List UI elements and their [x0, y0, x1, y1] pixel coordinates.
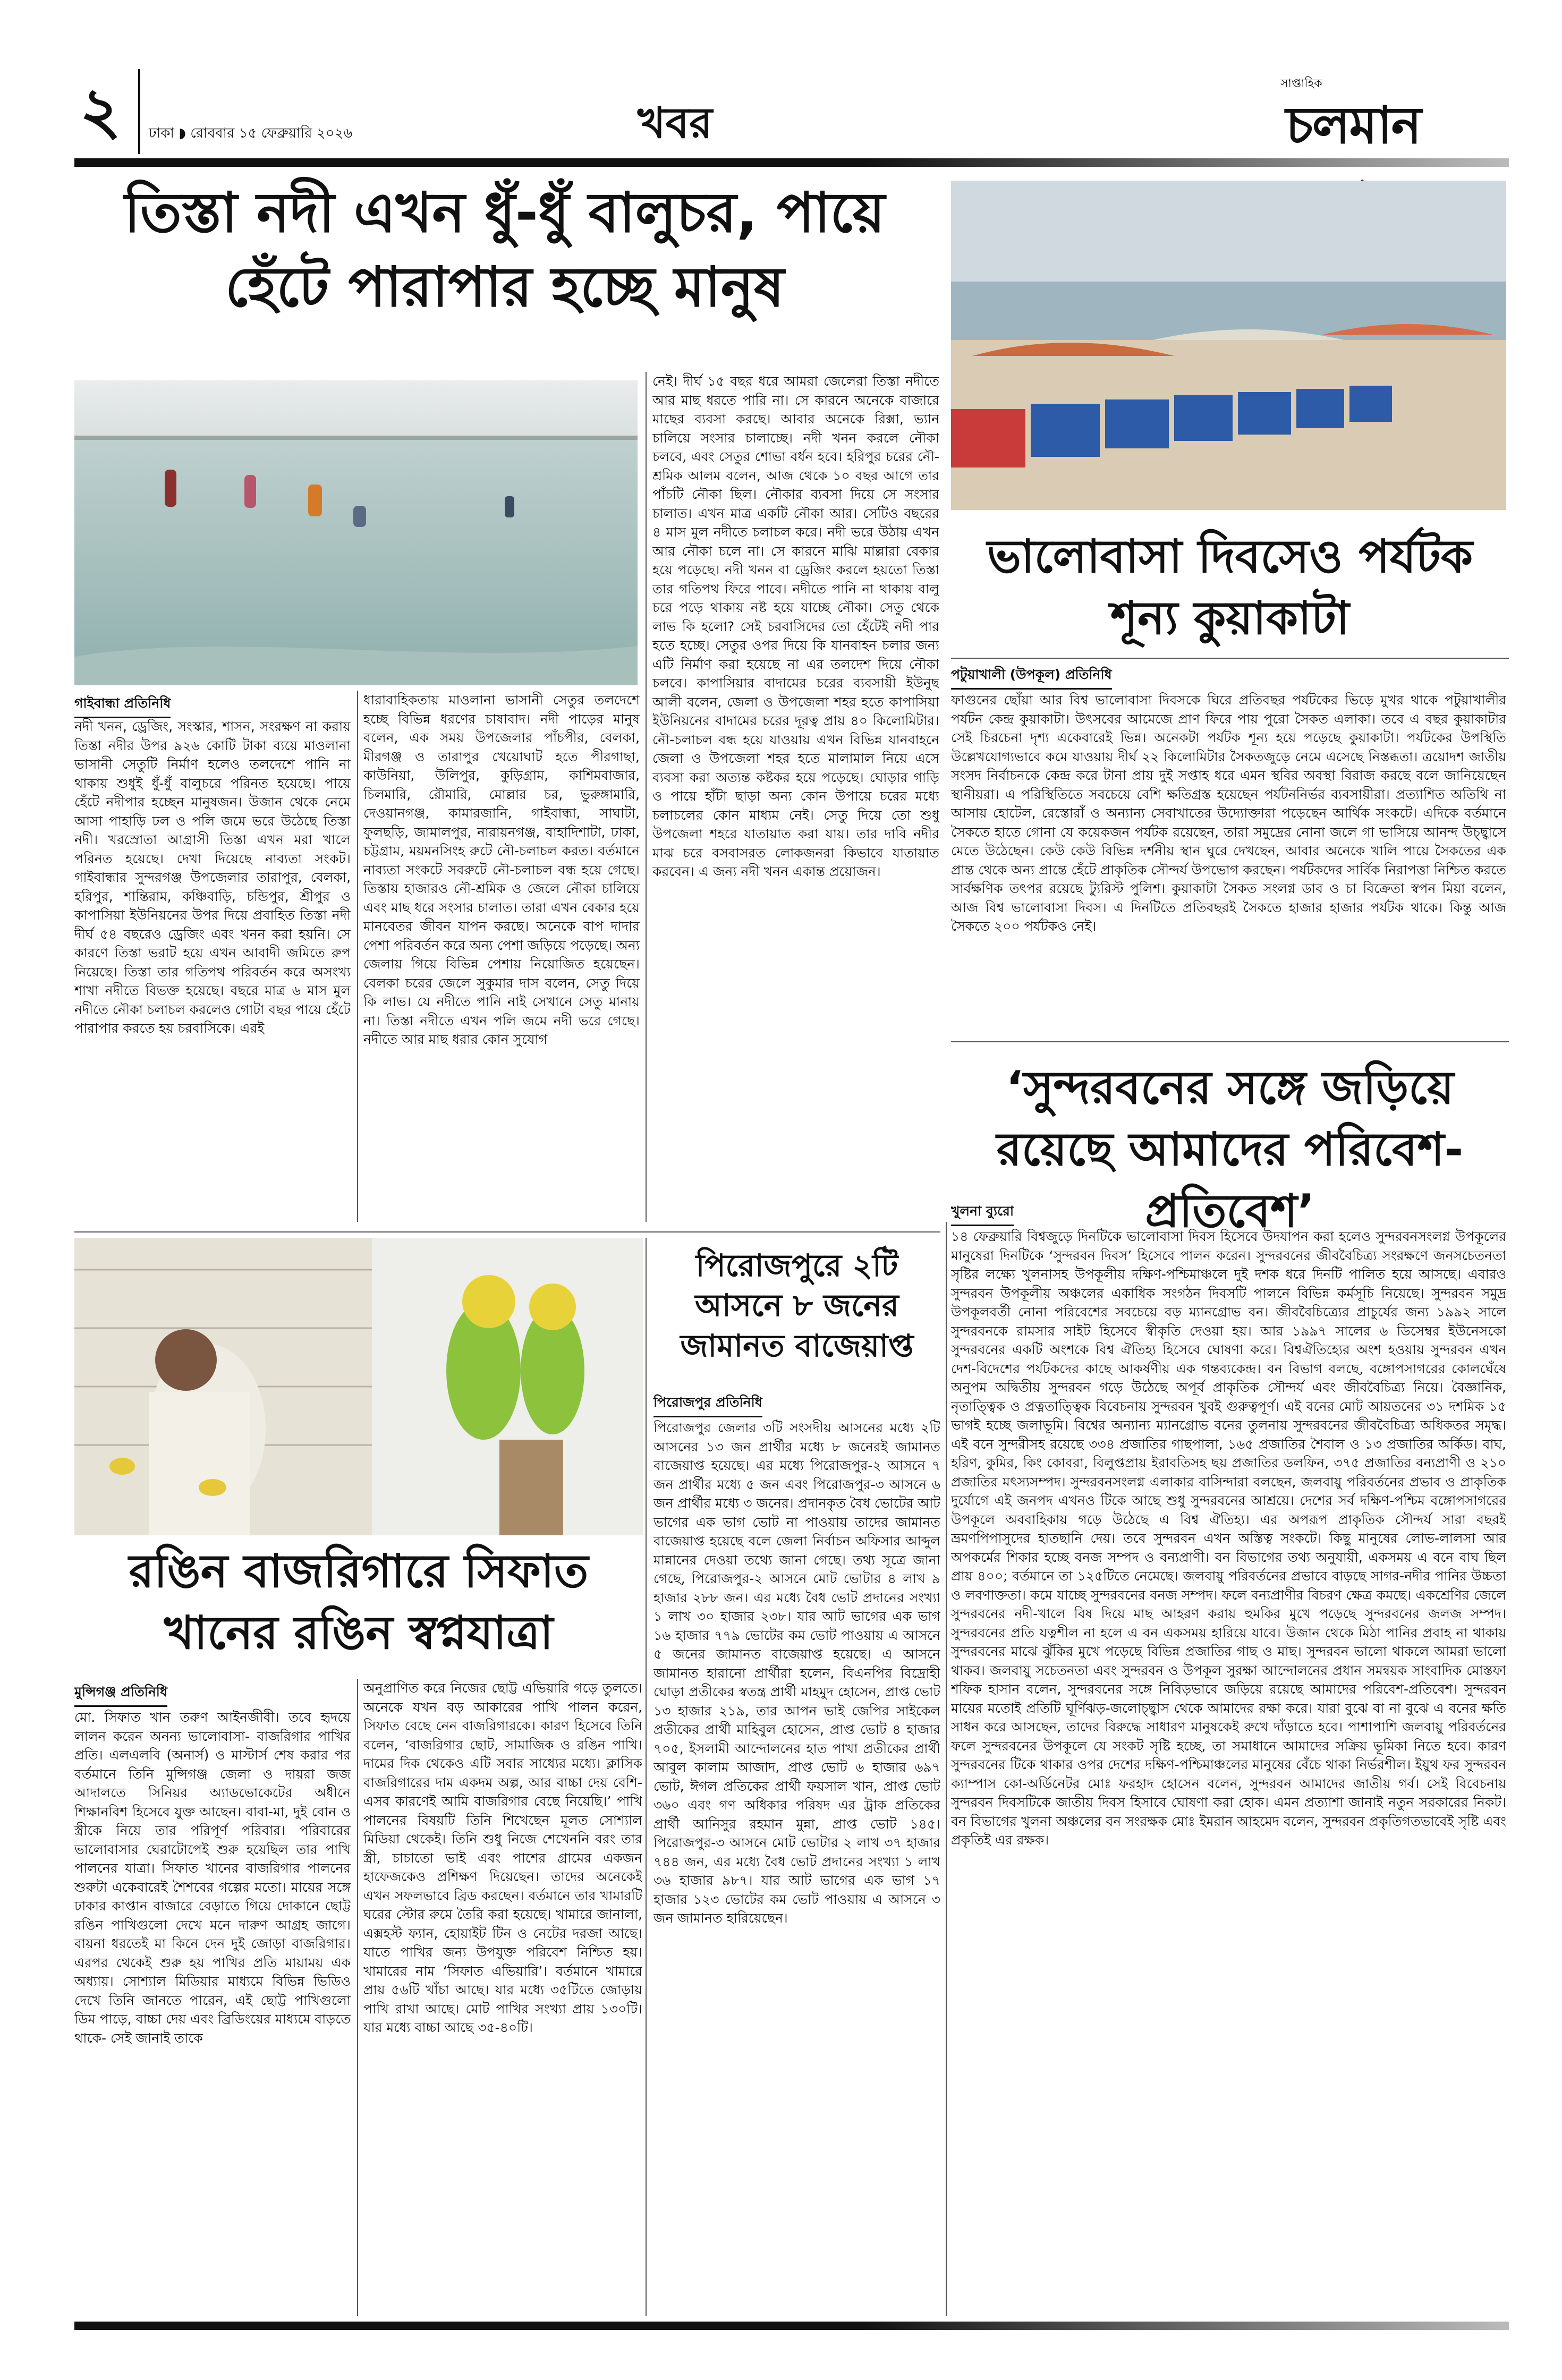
column-divider — [946, 1222, 947, 2316]
section-divider — [74, 1231, 940, 1232]
byline-text: পটুয়াখালী (উপকূল) প্রতিনিধি — [951, 664, 1112, 690]
top-rule — [74, 158, 1509, 167]
section-divider — [951, 1041, 1509, 1042]
pirojpur-text: পিরোজপুর জেলার ৩টি সংসদীয় আসনের মধ্যে ২টি আসনের ১৩ জন প্রার্থীর মধ্যে ৮ জনেরই জামানত বাজেয়াপ্ত হয়েছে। এর মধ্যে পিরোজপুর-২ আসনে ৭ জন প্রার্থীর মধ্যে ৫ জন এবং পিরোজপুর-৩ আসনে ৬ জন প্রার্থীর মধ্যে ৩ জনের। প্রদানকৃত বৈধ ভোটের আট ভাগের এক ভাগ ভোট না পাওয়ায় তাদের জামানত বাজেয়াপ্ত হয়েছে বলে জেলা নির্বাচন অফিসার আব্দুল মান্নানের দেওয়া তথ্যে জানা গেছে। তথ্য সূত্রে জানা গেছে, পিরোজপুর-২ আসনে মোট ভোটার ৪ লাখ ৯ হাজার ২৮৮ জন। এর মধ্যে বৈধ ভোট প্রদানের সংখ্যা ১ লাখ ৩০ হাজার ২৩৮। যার আট ভাগের এক ভাগ ১৬ হাজার ৭৭৯ ভোটের কম ভোট পাওয়ায় এ আসনে ৫ জনের জামানত বাজেয়াপ্ত হয়েছে। এ আসনে জামানত হারানো প্রার্থীরা হলেন, বিএনপির বিদ্রোহী ঘোড়া প্রতীকের স্বতন্ত্র প্রার্থী মাহমুদ হোসেন, প্রাপ্ত ভোট ১৩ হাজার ২১৯, তার আপন ভাই জেপির সাইকেল প্রতীকের প্রার্থী মাহিবুল হোসেন, প্রাপ্ত ভোট ৪ হাজার ৭০৫, ইসলামী আন্দোলনের হাত পাখা প্রতীকের প্রার্থী আবুল কালাম আজাদ, প্রাপ্ত ভোট ৬ হাজার ৬৯৭ ভোট, ঈগল প্রতিকের প্রার্থী ফয়সাল খান, প্রাপ্ত ভোট ৩৬০ এবং গণ অধিকার পরিষদ এর ট্রাক প্রতিকের প্রার্থী আনিসুর রহমান মুন্না, প্রাপ্ত ভোট ১৪৫। পিরোজপুর-৩ আসনে মোট ভোটার ২ লাখ ৩৭ হাজার ৭৪৪ জন, এর মধ্যে বৈধ ভোট প্রদানের সংখ্যা ১ লাখ ৩৬ হাজার ৯৮৭। যার আট ভাগের এক ভাগ ১৭ হাজার ১২৩ ভোটের কম ভোট পাওয়ায় এ আসনে ৩ জন জামানত হারিয়েছেন। — [653, 1420, 940, 1926]
byline-text: মুন্সিগঞ্জ প্রতিনিধি — [74, 1681, 167, 1707]
sundarban-headline: ‘সুন্দরবনের সঙ্গে জড়িয়ে রয়েছে আমাদের পরিবেশ-প্রতিবেশ’ — [996, 1061, 1464, 1238]
sundarban-text: ১৪ ফেব্রুয়ারি বিশ্বজুড়ে দিনটিকে ভালোবাসা দিবস হিসেবে উদযাপন করা হলেও সুন্দরবনসংলগ্ন উপকূলের মানুষেরা দিনটিকে ‘সুন্দরবন দিবস’ হিসেবে পালন করেন। সুন্দরবনের জীববৈচিত্র্য সংরক্ষণে জনসচেতনতা সৃষ্টির লক্ষ্যে খুলনাসহ উপকূলীয় দক্ষিণ-পশ্চিমাঞ্চলে দুই দশক ধরে দিনটি পালিত হয়ে আসছে। এবারও সুন্দরবন উপকূলীয় অঞ্চলের একাধিক সংগঠন দিবসটি পালনে বিভিন্ন কর্মসূচি নিয়েছে। সুন্দরবন সমুদ্র উপকূলবর্তী নোনা পরিবেশের সবচেয়ে বড় ম্যানগ্রোভ বন। জীববৈচিত্র্যের প্রাচুর্যের জন্য ১৯৯২ সালে সুন্দরবনকে রামসার সাইট হিসেবে স্বীকৃতি দেওয়া হয়। আর ১৯৯৭ সালের ৬ ডিসেম্বর ইউনেসকো সুন্দরবনের একটি অংশকে বিশ্ব ঐতিহ্য হিসেবে ঘোষণা করে। বিশ্বঐতিহ্যের অংশ হওয়ায় সুন্দরবন এখন দেশ-বিদেশের পর্যটকদের কাছে আকর্ষণীয় এক গন্তব্যকেন্দ্র। বন বিভাগ বলছে, বঙ্গোপসাগরের কোলঘেঁষে অনুপম অদ্বিতীয় সুন্দরবন গড়ে উঠেছে অপূর্ব প্রাকৃতিক সৌন্দর্য এবং জীববৈচিত্র্য নিয়ে। বৈজ্ঞানিক, নৃতাত্ত্বিক ও প্রত্নতাত্ত্বিক বিবেচনায় সুন্দরবন খুবই গুরুত্বপূর্ণ। এই বনের মোট আয়তনের ৩১ দশমিক ১৫ ভাগই হচ্ছে জলাভূমি। বিশ্বের অন্যান্য ম্যানগ্রোভ বনের তুলনায় সুন্দরবনের জীববৈচিত্র্য অধিকতর সমৃদ্ধ। এই বনে সুন্দরীসহ রয়েছে ৩৩৪ প্রজাতির গাছপালা, ১৬৫ প্রজাতির শৈবাল ও ১৩ প্রজাতির অর্কিড। বাঘ, হরিণ, কুমির, কিং কোবরা, বিলুপ্তপ্রায় ইরাবতিসহ ছয় প্রজাতির ডলফিন, ৩৭৫ প্রজাতির বন্যপ্রাণী ও ২১০ প্রজাতির মৎস্যসম্পদ। সুন্দরবনসংলগ্ন এলাকার বাসিন্দারা বলছেন, জলবায়ু পরিবর্তনের প্রভাব ও প্রাকৃতিক দুর্যোগে এই জনপদ এখনও টিকে আছে শুধু সুন্দরবনের আশ্রয়ে। দেশের সর্ব দক্ষিণ-পশ্চিম বঙ্গোপসাগরের উপকূলে অববাহিকায় গড়ে উঠেছে এ বিশ্ব ঐতিহ্য। এর অপরূপ প্রাকৃতিক সৌন্দর্য সারা বছরই ভ্রমণপিপাসুদের হাতছানি দেয়। তবে সুন্দরবন এখন অস্তিত্ব সংকটে। কিছু মানুষের লোভ-লালসা আর অপকর্মের শিকার হচ্ছে বনজ সম্পদ ও বন্যপ্রাণী। বন বিভাগের তথ্য অনুযায়ী, একসময় এ বনে বাঘ ছিল প্রায় ৪০০; বর্তমানে তা ১২৫টিতে নেমেছে। জলবায়ু পরিবর্তনের প্রভাবে বাড়ছে সাগর-নদীর পানির উচ্চতা ও লবণাক্ততা। কমে যাচ্ছে সুন্দরবনের বনজ সম্পদ। ফলে বন্যপ্রাণীর বিচরণ ক্ষেত্র কমছে। একশ্রেণির জেলে সুন্দরবনের নদী-খালে বিষ দিয়ে মাছ আহরণ করায় হুমকির মুখে পড়েছে সুন্দরবনের জলজ সম্পদ। সুন্দরবনের প্রতি যত্নশীল না হলে এ বন একসময় হারিয়ে যাবে। উজান থেকে মিঠা পানির প্রবাহ না থাকায় সুন্দরবনের মাঝে ঝুঁকির মুখে পড়েছে বিভিন্ন প্রজাতির গাছ ও মাছ। সুন্দরবন ভালো থাকলে আমরা ভালো থাকব। জলবায়ু সচেতনতা এবং সুন্দরবন ও উপকূল সুরক্ষা আন্দোলনের প্রধান সমন্বয়ক সাংবাদিক মোস্তফা শফিক হাসান বলেন, সুন্দরবনের সঙ্গে নিবিড়ভাবে জড়িয়ে রয়েছে আমাদের পরিবেশ-প্রতিবেশ। সুন্দরবন মায়ের মতোই প্রতিটি ঘূর্ণিঝড়-জলোচ্ছ্বাস থেকে আমাদের রক্ষা করে। যারা বুঝে বা না বুঝে এ বনের ক্ষতি সাধন করে আসছেন, তাদের বিরুদ্ধে সাধারণ মানুষকেই রুখে দাঁড়াতে হবে। পাশাপাশি জলবায়ু পরিবর্তনের ফলে সুন্দরবনের উপকূলে যে সংকট সৃষ্টি হচ্ছে, তা সমাধানে আমাদের সক্রিয় ভূমিকা নিতে হবে। কারণ সুন্দরবনের টিকে থাকার ওপর দেশের দক্ষিণ-পশ্চিমাঞ্চলের মানুষের বেঁচে থাকা নির্ভরশীল। ইয়ুথ ফর সুন্দরবন ক্যাম্পাস কো-অর্ডিনেটর মোঃ ফরহাদ হোসেন বলেন, সুন্দরবন আমাদের জাতীয় গর্ব। সেই বিবেচনায় সুন্দরবন দিবসটিকে জাতীয় দিবস হিসাবে ঘোষণা করা হোক। এমন প্রত্যাশা জানাই নতুন সরকারের নিকট। বন বিভাগের খুলনা অঞ্চলের বন সংরক্ষক মোঃ ইমরান আহমেদ বলেন, সুন্দরবন প্রকৃতিগতভাবেই সৃষ্টি এবং প্রকৃতিই এর রক্ষক। — [951, 1229, 1506, 1848]
dateline: ঢাকা ◗ রোববার ১৫ ফেব্রুয়ারি ২০২৬ — [149, 125, 353, 141]
budgie-photo — [74, 1238, 643, 1535]
budgie-text-2: অনুপ্রাণিত করে নিজের ছোট্ট এভিয়ারি গড়ে তুলতে। অনেকে যখন বড় আকারের পাখি পালন করেন, সিফাত বেছে নেন বাজরিগারকে। কারণ হিসেবে তিনি বলেন, ‘বাজরিগার ছোট, সামাজিক ও রঙিন পাখি। দামের দিক থেকেও এটি সবার সাধ্যের মধ্যে। ক্লাসিক বাজরিগারের দাম একদম অল্প, আর বাচ্চা দেয় বেশি- এসব কারণেই আমি বাজরিগার বেছে নিয়েছি।’ পাখি পালনের বিষয়টি তিনি শিখেছেন মূলত সোশ্যাল মিডিয়া থেকেই। তিনি শুধু নিজে শেখেননি বরং তার স্ত্রী, চাচাতো ভাই এবং পাশের গ্রামের একজন হাফেজকেও প্রশিক্ষণ দিয়েছেন। তাদের অনেকেই এখন সফলভাবে ব্রিড করছেন। বর্তমানে তার খামারটি ঘরের স্টোর রুমে তৈরি করা হয়েছে। খামারে জানালা, এক্সহস্ট ফ্যান, হোয়াইট টিন ও নেটের দরজা আছে। যাতে পাখির জন্য উপযুক্ত পরিবেশ নিশ্চিত হয়। খামারের নাম ‘সিফাত এভিয়ারি’। বর্তমানে খামারে প্রায় ৫৬টি খাঁচা আছে। যার মধ্যে ৩৫টিতে জোড়ায় পাখি রাখা আছে। মোট পাখির সংখ্যা প্রায় ১৩০টি। যার মধ্যে বাচ্চা আছে ৩৫-৪০টি। — [363, 1680, 642, 2035]
column-divider — [357, 1679, 358, 2316]
budgie-byline — [74, 1681, 167, 1707]
column-divider — [357, 691, 358, 1222]
page-number: ২ — [80, 74, 122, 148]
sundarban-byline — [951, 1201, 1014, 1226]
teesta-text-3: নেই। দীর্ঘ ১৫ বছর ধরে আমরা জেলেরা তিস্তা নদীতে আর মাছ ধরতে পারি না। সে কারনে অনেকে বাজারে মাছের ব্যবসা করছে। আবার অনেকে রিক্সা, ভ্যান চালিয়ে সংসার চালাচ্ছে। নদী খনন করলে নৌকা চলবে, এবং সেতুর শোভা বর্ধন হবে। হরিপুর চরের নৌ-শ্রমিক আলম বলেন, আজ থেকে ১০ বছর আগে তার পাঁচটি নৌকা ছিল। নৌকার ব্যবসা দিয়ে সে সংসার চালাত। এখন মাত্র একটি নৌকা আর। সেটিও বছরের ৪ মাস মুল নদীতে চলাচল করে। নদী ভরে উঠায় এখন আর নৌকা চলে না। সে কারনে মাঝি মাল্লারা বেকার হয়ে পড়েছে। নদী খনন বা ড্রেজিং করলে হয়তো তিস্তা তার গতিপথ ফিরে পাবে। নদীতে পানি না থাকায় বালু চরে পড়ে থাকায় নষ্ট হয়ে যাচ্ছে নৌকা। সেতু থেকে লাভ কি হলো? সেই চরবাসিদের তো হেঁটেই নদী পার হতে হচ্ছে। সেতুর ওপর দিয়ে কি যানবাহন চলার জন্য এটি নির্মাণ করা হয়েছে না এর তলদেশ দিয়ে নৌকা চলবে। কাপাসিয়ার বাদামের চরের ব্যবসায়ী ইউনুছ আলী বলেন, জেলা ও উপজেলা শহর হতে কাপাসিয়া ইউনিয়নের বাদামের চরের দূরত্ব প্রায় ৪০ কিলোমিটার। নৌ-চলাচল বন্ধ হয়ে যাওয়ায় এখন বিভিন্ন যানবাহনে জেলা ও উপজেলা শহর হতে মালামাল নিয়ে এসে ব্যবসা করা অত্যন্ত কষ্টকর হয়ে পড়েছে। ঘোড়ার গাড়ি ও পায়ে হাঁটা ছাড়া অন্য কোন উপায়ে চরের মধ্যে চলাচলের কোন মাধ্যম নেই। সেতু দিয়ে তো শুধু উপজেলা শহরে যাতায়াত করা যায়। তার দাবি নদীর মাঝ চরে বসবাসরত লোকজনরা কিভাবে যাতায়াত করবেন। এ জন্য নদী খনন একান্ত প্রয়োজন। — [652, 373, 939, 879]
sundarban-body — [951, 1227, 1506, 2311]
river-image — [74, 380, 638, 685]
budgie-headline: রঙিন বাজরিগারে সিফাত খানের রঙিন স্বপ্নযাত্রা — [129, 1545, 589, 1660]
pirojpur-body — [653, 1418, 940, 2316]
budgie-column-1 — [74, 1708, 351, 2314]
kuakata-text: ফাগুনের ছোঁয়া আর বিশ্ব ভালোবাসা দিবসকে ঘিরে প্রতিবছর পর্যটকের ভিড়ে মুখর থাকে পটুয়াখালীর পর্যটন কেন্দ্র কুয়াকাটা। উৎসবের আমেজে প্রাণ ফিরে পায় পুরো সৈকত এলাকা। তবে এ বছর কুয়াকাটার সেই চিরচেনা দৃশ্য একেবারেই ভিন্ন। অনেকটা পর্যটক শূন্য হয়ে পড়েছে কুয়াকাটা। পর্যটকের উপস্থিতি উল্লেখযোগ্যভাবে কমে যাওয়ায় দীর্ঘ ২২ কিলোমিটার সৈকতজুড়ে নেমে এসেছে নিস্তব্ধতা। ত্রয়োদশ জাতীয় সংসদ নির্বাচনকে কেন্দ্র করে টানা প্রায় দুই সপ্তাহ ধরে এমন স্থবির অবস্থা বিরাজ করছে বলে জানিয়েছেন স্থানীয়রা। এ পরিস্থিতিতে সবচেয়ে বেশি ক্ষতিগ্রস্ত হয়েছেন পর্যটননির্ভর ব্যবসায়ীরা। প্রত্যাশিত অতিথি না আসায় হোটেল, রেস্তোরাঁ ও অন্যান্য সেবাখাতের উদ্যোক্তারা পড়েছেন আর্থিক সংকটে। এদিকে বর্তমানে সৈকতে হাতে গোনা যে কয়েকজন পর্যটক রয়েছেন, তারা সমুদ্রের নোনা জলে গা ভাসিয়ে আনন্দ উচ্ছ্বাসে মেতে উঠেছেন। কেউ কেউ বিভিন্ন দর্শনীয় স্থান ঘুরে দেখছেন, আবার অনেকে খালি পায়ে সৈকতের এক প্রান্ত থেকে অন্য প্রান্তে হেঁটে প্রাকৃতিক সৌন্দর্য উপভোগ করছেন। পর্যটকদের সার্বিক নিরাপত্তা নিশ্চিত করতে সার্বক্ষণিক তৎপর রয়েছে ট্যুরিস্ট পুলিশ। কুয়াকাটা সৈকত সংলগ্ন ডাব ও চা বিক্রেতা স্বপন মিয়া বলেন, আজ বিশ্ব ভালোবাসা দিবস। এ দিনটিতে প্রতিবছরই সৈকতে হাজার হাজার পর্যটক থাকে। কিন্তু আজ সৈকতে ২০০ পর্যটকও নেই। — [951, 692, 1506, 934]
byline-text: খুলনা ব্যুরো — [951, 1201, 1014, 1226]
budgie-text-1: মো. সিফাত খান তরুণ আইনজীবী। তবে হৃদয়ে লালন করেন অনন্য ভালোবাসা- বাজরিগার পাখির প্রতি। এলএলবি (অনার্স) ও মাস্টার্স শেষ করার পর বর্তমানে তিনি মুন্সিগঞ্জ জেলা ও দায়রা জজ আদালতে সিনিয়র অ্যাডভোকেটের অধীনে শিক্ষানবিশ হিসেবে যুক্ত আছেন। বাবা-মা, দুই বোন ও স্ত্রীকে নিয়ে তার পরিপূর্ণ পরিবার। পরিবারের ভালোবাসার ঘেরাটোপেই শুরু হয়েছিল তার পাখি পালনের যাত্রা। সিফাত খানের বাজরিগার পালনের শুরুটা একেবারেই শৈশবের গল্পের মতো। মায়ের সঙ্গে ঢাকার কাপ্তান বাজারে বেড়াতে গিয়ে দোকানে ছোট্ট রঙিন পাখিগুলো দেখে মনে দারুণ আগ্রহ জাগে। বায়না ধরতেই মা কিনে দেন দুই জোড়া বাজরিগার। এরপর থেকেই শুরু হয় পাখির প্রতি মায়াময় এক অধ্যায়। সোশ্যাল মিডিয়ার মাধ্যমে বিভিন্ন ভিডিও দেখে তিনি জানতে পারেন, এই ছোট্ট পাখিগুলো ডিম পাড়ে, বাচ্চা দেয় এবং ব্রিডিংয়ের মাধ্যমে বাড়তে থাকে- সেই জানাই তাকে — [74, 1710, 351, 2046]
teesta-text-2: ধারাবাহিকতায় মাওলানা ভাসানী সেতুর তলদেশে হচ্ছে বিভিন্ন ধরণের চাষাবাদ। নদী পাড়ের মানুষ বলেন, এক সময় উপজেলার পাঁচপীর, বেলকা, মীরগঞ্জ ও তারাপুর খেয়োঘাট হতে পীরগাছা, কাউনিয়া, উলিপুর, কুড়িগ্রাম, কাশিমবাজার, চিলমারি, রৌমারি, মোল্লার চর, ভুরুঙ্গামারি, দেওয়ানগঞ্জ, কামারজানি, গাইবান্ধা, সাঘাটা, ফুলছড়ি, জামালপুর, নারায়নগঞ্জ, বাহাদিশাটা, ঢাকা, চট্টগ্রাম, ময়মনসিংহ রুটে নৌ-চলাচল করত। বর্তমানে নাব্যতা সংকটে সবরুটে নৌ-চলাচল বন্ধ হয়ে গেছে। তিস্তায় হাজারও নৌ-শ্রমিক ও জেলে নৌকা চালিয়ে এবং মাছ ধরে সংসার চালাত। তারা এখন বেকার হয়ে মানবেতর জীবন যাপন করছে। অনেকে বাপ দাদার পেশা পরিবর্তন করে অন্য পেশা জড়িয়ে পড়েছে। অন্য জেলায় গিয়ে বিভিন্ন পেশায় নিয়োজিত হয়েছেন। বেলকা চরের জেলে সুকুমার দাস বলেন, সেতু দিয়ে কি লাভ। যে নদীতে পানি নাই সেখানে সেতু মানায় না। তিস্তা নদীতে এখন পলি জমে নদী ভরে গেছে। নদীতে আর মাছ ধরার কোন সুযোগ — [363, 692, 640, 1047]
logo-tagline: সাপ্তাহিক — [1280, 77, 1322, 90]
teesta-headline: তিস্তা নদী এখন ধুঁ-ধুঁ বালুচর, পায়ে হেঁটে পারাপার হচ্ছে মানুষ — [124, 180, 885, 320]
section-divider — [951, 658, 1509, 659]
kuakata-body — [951, 691, 1506, 1036]
bottom-rule — [74, 2322, 1509, 2330]
aviary-image — [74, 1238, 643, 1535]
kuakata-headline: ভালোবাসা দিবসেও পর্যটক শূন্য কুয়াকাটা — [987, 530, 1473, 645]
byline-text: গাইবান্ধা প্রতিনিধি — [74, 693, 171, 718]
kuakata-photo — [951, 181, 1506, 510]
teesta-byline — [74, 693, 171, 718]
teesta-column-1 — [74, 717, 351, 1222]
masthead-divider — [138, 69, 140, 154]
teesta-column-2 — [363, 691, 640, 1222]
column-divider — [646, 1238, 647, 2316]
column-divider — [646, 372, 647, 1222]
budgie-column-2 — [363, 1679, 642, 2314]
pirojpur-byline — [653, 1392, 762, 1417]
beach-image — [951, 181, 1506, 510]
teesta-column-3 — [652, 372, 939, 1222]
section-title: খবর — [638, 98, 713, 148]
newspaper-logo — [1280, 74, 1504, 154]
kuakata-byline — [951, 664, 1112, 690]
teesta-text-1: নদী খনন, ড্রেজিং, সংস্কার, শাসন, সংরক্ষণ না করায় তিস্তা নদীর উপর ৯২৬ কোটি টাকা ব্যয়ে মাওলানা ভাসানী সেতুটি নির্মাণ হলেও তলদেশে পানি না থাকায় শুধুই ধুঁ-ধুঁ বালুচরে পরিনত হয়েছে। পায়ে হেঁটে নদীপার হচ্ছেন মানুষজন। উজান থেকে নেমে আসা পাহাড়ি ঢল ও পলি জমে ভরে উঠেছে তিস্তা নদী। খরস্রোতা আগ্রাসী তিস্তা এখন মরা খালে পরিনত হয়েছে। দেখা দিয়েছে নাব্যতা সংকট। গাইবান্ধার সুন্দরগঞ্জ উপজেলার তারাপুর, বেলকা, হরিপুর, শান্তিরাম, কঞ্চিবাড়ি, চন্ডিপুর, শ্রীপুর ও কাপাসিয়া ইউনিয়নের উপর দিয়ে প্রবাহিত তিস্তা নদী দীর্ঘ ৫৪ বছরেও ড্রেজিং এবং খনন করা হয়নি। সে কারণে তিস্তা ভরাট হয়ে এখন আবাদী জমিতে রুপ নিয়েছে। তিস্তা তার গতিপথ পরিবর্তন করে অসংখ্য শাখা নদীতে বিভক্ত হয়েছে। বছরে মাত্র ৬ মাস মুল নদীতে নৌকা চলাচল করলেও গোটা বছর পায়ে হেঁটে পারাপার করতে হয় চরবাসিকে। এরই — [74, 719, 351, 1036]
pirojpur-headline: পিরোজপুরে ২টি আসনে ৮ জনের জামানত বাজেয়াপ্ত — [680, 1247, 914, 1364]
byline-text: পিরোজপুর প্রতিনিধি — [653, 1392, 762, 1417]
logo-name: চলমান — [1286, 96, 1421, 155]
teesta-photo — [74, 380, 638, 685]
